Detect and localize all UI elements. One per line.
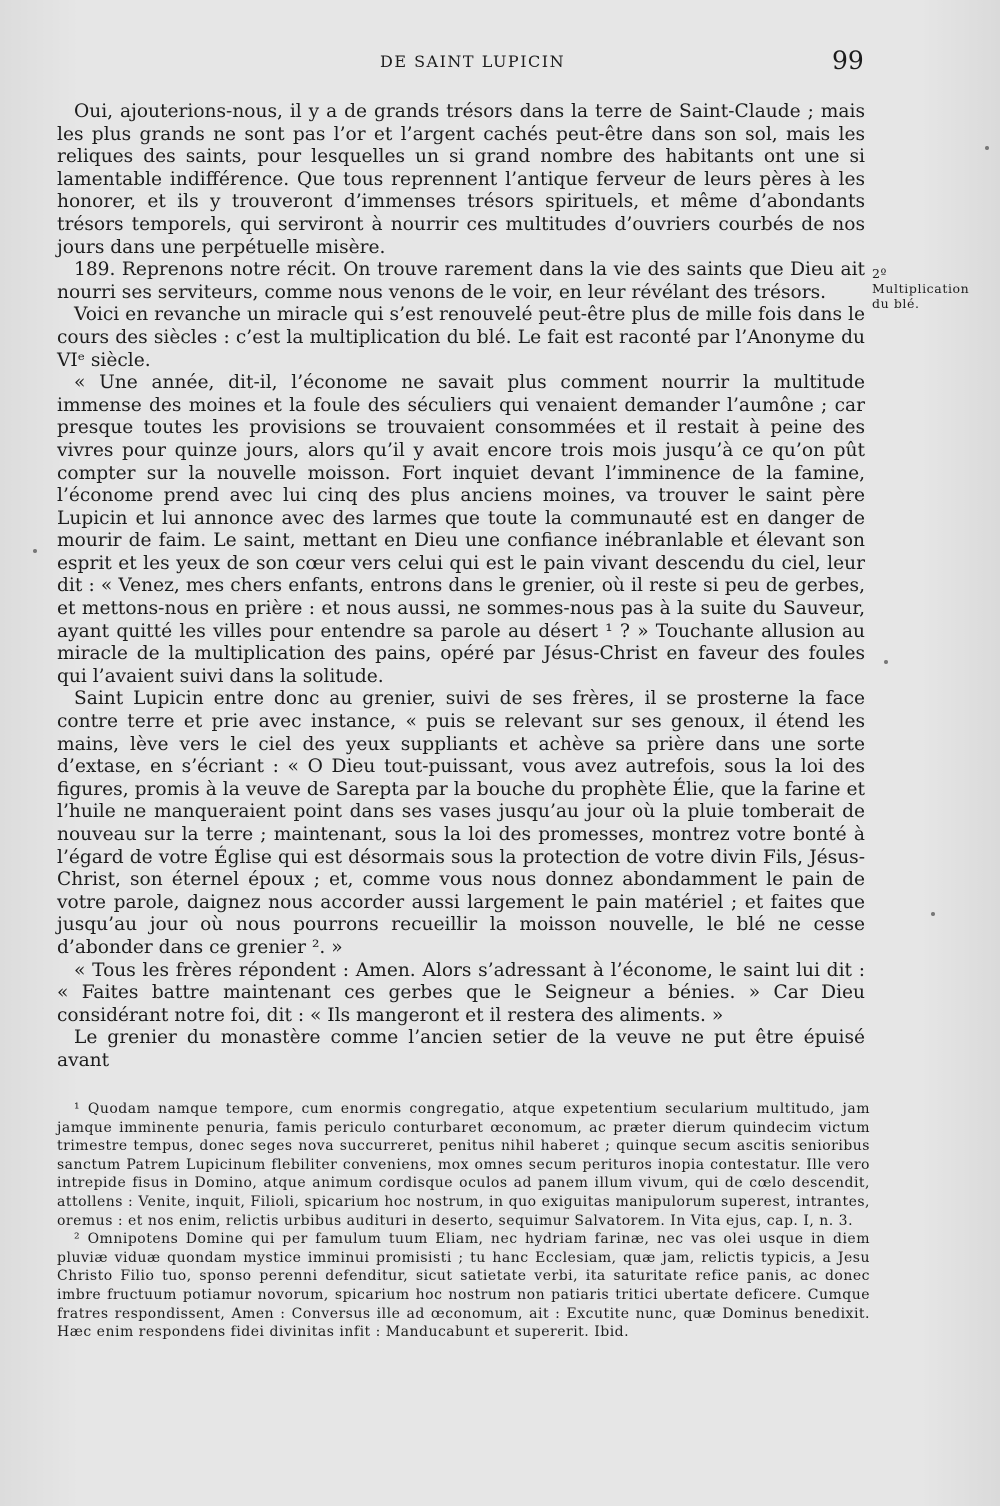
scan-speck bbox=[33, 549, 37, 553]
paragraph: « Tous les frères répondent : Amen. Alors s’adressant à l’économe, le saint lui dit : « Faites battre maintenant ces gerbes que le Seigneur a bénies. » Car Dieu considérant notre foi, dit : « Ils mangeront et il restera des aliments. » bbox=[57, 959, 865, 1026]
page-number: 99 bbox=[832, 46, 864, 75]
scan-speck bbox=[931, 912, 935, 916]
footnotes bbox=[57, 1100, 870, 1342]
running-title: DE SAINT LUPICIN bbox=[380, 52, 566, 71]
margin-note: 2º Multiplication du blé. bbox=[872, 266, 970, 311]
scan-speck bbox=[884, 660, 888, 664]
footnote: ¹ Quodam namque tempore, cum enormis congregatio, atque expetentium secularium multitudo, jam jamque imminente penuria, famis periculo conturbaret œconomum, ac præter dierum quindecim victum trimestre tempus, donec seges nova succurreret, penitus nihil haberet ; quinque secum ascitis senioribus sanctum Patrem Lupicinum flebiliter conveniens, mox omnes secum perituros inopia contestatur. Ille vero intrepide fisus in Domino, atque animum cordisque oculos ad panem illum vivum, qui de cœlo descendit, attollens : Venite, inquit, Filioli, spicarium hoc nostrum, in quo exiguitas manipulorum superest, intrantes, oremus : et nos enim, relictis urbibus audituri in deserto, sequimur Salvatorem. In Vita ejus, cap. I, n. 3. bbox=[57, 1101, 870, 1229]
paragraph: « Une année, dit-il, l’économe ne savait plus comment nourrir la multitude immense des moines et la foule des séculiers qui venaient demander l’aumône ; car presque toutes les provisions se trouvaient consommées et il restait à peine des vivres pour quinze jours, alors qu’il y avait encore trois mois jusqu’à ce qu’on pût compter sur la nouvelle moisson. Fort inquiet devant l’imminence de la famine, l’économe prend avec lui cinq des plus anciens moines, va trouver le saint père Lupicin et lui annonce avec des larmes que toute la communauté est en danger de mourir de faim. Le saint, mettant en Dieu une confiance inébranlable et élevant son esprit et les yeux de son cœur vers celui qui est le pain vivant descendu du ciel, leur dit : « Venez, mes chers enfants, entrons dans le grenier, où il reste si peu de gerbes, et mettons-nous en prière : et nous aussi, ne sommes-nous pas à la suite du Sauveur, ayant quitté les villes pour entendre sa parole au désert ¹ ? » Touchante allusion au miracle de la multiplication des pains, opéré par Jésus-Christ en faveur des foules qui l’avaient suivi dans la solitude. bbox=[57, 372, 865, 687]
scan-speck bbox=[985, 146, 989, 150]
paragraph: Voici en revanche un miracle qui s’est renouvelé peut-être plus de mille fois dans le cours des siècles : c’est la multiplication du blé. Le fait est raconté par l’Anonyme du VIᵉ siècle. bbox=[57, 304, 865, 371]
paragraph: 189. Reprenons notre récit. On trouve rarement dans la vie des saints que Dieu ait nourri ses serviteurs, comme nous venons de le voir, en leur révélant des trésors. bbox=[57, 259, 865, 303]
main-text bbox=[57, 101, 865, 1073]
footnote: ² Omnipotens Domine qui per famulum tuum Eliam, nec hydriam farinæ, nec vas olei usque in diem pluviæ viduæ quondam mystice imminui promisisti ; tu hanc Ecclesiam, quæ jam, relictis typicis, a Jesu Christo Filio tuo, sponso perenni defenditur, sicut satietate verbi, ita saturitate refice panis, ac donec imbre fructuum potiamur novorum, spicarium hoc nostrum non patiaris tritici ubertate deficere. Cumque fratres respondissent, Amen : Conversus ille ad œconomum, ait : Excutite nunc, quæ Dominus benedixit. Hæc enim respondens fidei divinitas infit : Manducabunt et supererit. Ibid. bbox=[57, 1231, 870, 1341]
paragraph: Le grenier du monastère comme l’ancien setier de la veuve ne put être épuisé avant bbox=[57, 1027, 865, 1071]
paragraph: Oui, ajouterions-nous, il y a de grands trésors dans la terre de Saint-Claude ; mais les plus grands ne sont pas l’or et l’argent cachés peut-être dans son sol, mais les reliques des saints, pour lesquelles un si grand nombre des habitants ont une si lamentable indifférence. Que tous reprennent l’antique ferveur de leurs pères à les honorer, et ils y trouveront d’immenses trésors spirituels, et même d’abondants trésors temporels, qui serviront à nourrir ces multitudes d’ouvriers courbés de nos jours dans une perpétuelle misère. bbox=[57, 101, 865, 258]
paragraph: Saint Lupicin entre donc au grenier, suivi de ses frères, il se prosterne la face contre terre et prie avec instance, « puis se relevant sur ses genoux, il étend les mains, lève vers le ciel des yeux suppliants et achève sa prière dans une sorte d’extase, en s’écriant : « O Dieu tout-puissant, vous avez autrefois, sous la loi des figures, promis à la veuve de Sarepta par la bouche du prophète Élie, que la farine et l’huile ne manqueraient point dans ses vases jusqu’au jour où la pluie tomberait de nouveau sur la terre ; maintenant, sous la loi des promesses, montrez votre bonté à l’égard de votre Église qui est désormais sous la protection de votre divin Fils, Jésus-Christ, son éternel époux ; et, comme vous nous donnez abondamment le pain de votre parole, daignez nous accorder aussi largement le pain matériel ; et faites que jusqu’au jour où nous pourrons recueillir la moisson nouvelle, le blé ne cesse d’abonder dans ce grenier ². » bbox=[57, 688, 865, 958]
